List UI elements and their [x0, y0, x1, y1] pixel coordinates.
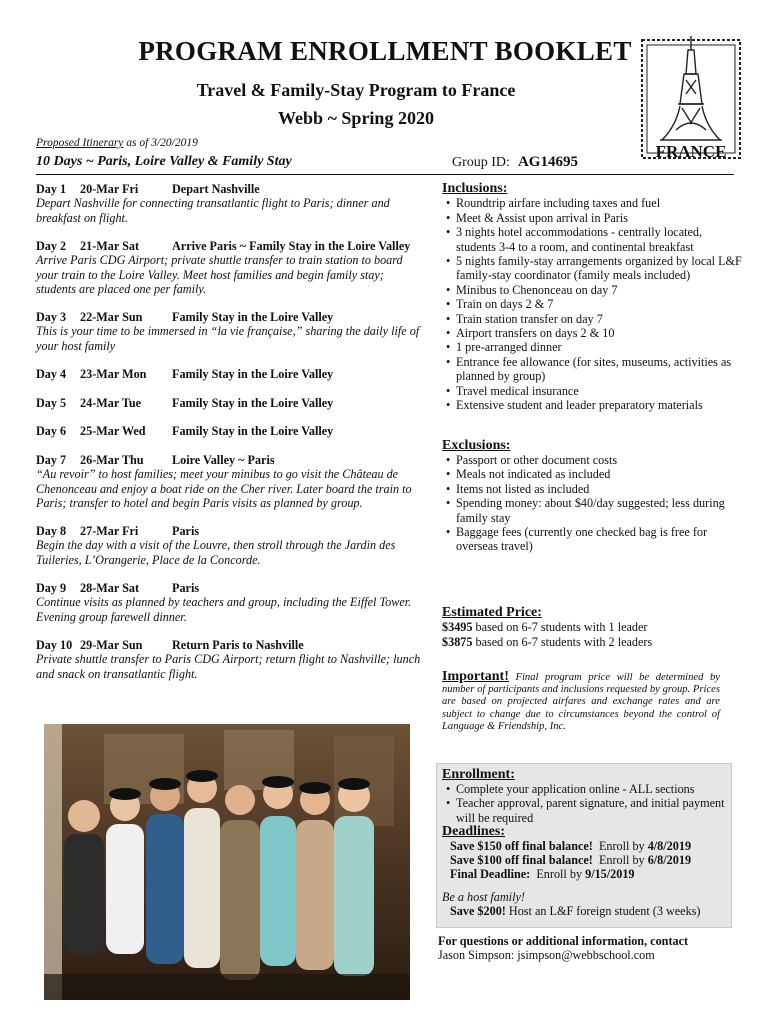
list-item: • Extensive student and leader preparatory materials: [442, 398, 742, 412]
contact-heading: For questions or additional information, contact: [438, 934, 689, 948]
deadline-label: Save $100 off final balance!: [450, 853, 593, 868]
list-item: • Airport transfers on days 2 & 10: [442, 326, 742, 340]
host-family-save: Save $200!: [450, 903, 506, 918]
trip-name: 10 Days ~ Paris, Loire Valley & Family Stay: [36, 154, 292, 169]
list-item: • Teacher approval, parent signature, and initial payment will be required: [442, 796, 728, 824]
list-item: • Meals not indicated as included: [442, 467, 742, 481]
host-family-prompt: Be a host family!: [442, 889, 525, 904]
day-number: Day 2: [36, 239, 67, 253]
day-description: “Au revoir” to host families; meet your minibus to go visit the Château de Chenonceau and enjoy a boat ride on the Cher river. Later board the train to Paris; transfer to hotel and begin Paris visits as planned by group.: [36, 467, 412, 511]
itinerary-day: [36, 396, 426, 410]
list-item: • Train station transfer on day 7: [442, 312, 742, 326]
day-number: Day 8: [36, 524, 67, 538]
day-number: Day 9: [36, 581, 67, 595]
day-title: Depart Nashville: [172, 182, 260, 196]
enrollment-heading: Enrollment:: [442, 767, 515, 782]
day-title: Arrive Paris ~ Family Stay in the Loire Valley: [172, 239, 411, 253]
day-date: 25-Mar Wed: [80, 424, 146, 438]
list-item: • Meet & Assist upon arrival in Paris: [442, 211, 742, 225]
deadline-date: 9/15/2019: [585, 867, 635, 882]
program-details: [442, 182, 742, 733]
list-item: • Baggage fees (currently one checked bag is free for overseas travel): [442, 525, 742, 554]
deadline-label: Final Deadline:: [450, 867, 531, 882]
program-subtitle: Travel & Family-Stay Program to France: [196, 80, 516, 100]
day-description: Depart Nashville for connecting transatlantic flight to Paris; dinner and breakfast on flight.: [36, 196, 390, 225]
day-date: 23-Mar Mon: [80, 367, 147, 381]
itinerary-day: [36, 367, 426, 381]
deadline-text: Enroll by: [536, 867, 583, 882]
day-title: Loire Valley ~ Paris: [172, 453, 275, 467]
price-section: [442, 606, 742, 649]
itinerary-day: [36, 310, 426, 353]
host-family-text: Host an L&F foreign student (3 weeks): [508, 903, 701, 918]
deadlines-heading: Deadlines:: [442, 823, 505, 839]
day-number: Day 10: [36, 638, 73, 652]
deadline-date: 4/8/2019: [647, 839, 692, 854]
price-amount: $3875: [442, 634, 473, 649]
day-description: Arrive Paris CDG Airport; private shuttle transfer to train station to board your train to the Loire Valley. Meet host families and begin family stay; students are placed one per family.: [36, 253, 403, 297]
enrollment-section: [442, 768, 728, 918]
itinerary-day: [36, 453, 426, 511]
day-date: 27-Mar Fri: [80, 524, 139, 538]
important-text: Final program price will be determined by number of participants and inclusions requested by group. Prices are based on projected airfares and exchange rates and are subject to change due to circumstances beyond the control of Language & Friendship, Inc.: [442, 671, 720, 732]
deadline-date: 6/8/2019: [647, 853, 692, 868]
price-heading: Estimated Price:: [442, 604, 542, 620]
list-item: • Minibus to Chenonceau on day 7: [442, 283, 742, 297]
day-description: Continue visits as planned by teachers and group, including the Eiffel Tower. Evening group farewell dinner.: [36, 595, 412, 624]
group-id: [452, 154, 578, 171]
proposed-date: as of 3/20/2019: [126, 137, 198, 149]
deadline-row: [442, 867, 728, 881]
day-number: Day 4: [36, 367, 67, 381]
day-description: Private shuttle transfer to Paris CDG Airport; return flight to Nashville; lunch and snack on transatlantic flight.: [36, 652, 421, 681]
important-section: [442, 668, 720, 733]
important-heading: Important!: [442, 668, 509, 684]
day-title: Family Stay in the Loire Valley: [172, 396, 334, 410]
list-item: • 1 pre-arranged dinner: [442, 340, 742, 354]
contact-line: Jason Simpson: jsimpson@webbschool.com: [438, 948, 655, 963]
deadline-text: Enroll by: [598, 853, 645, 868]
day-title: Paris: [172, 581, 200, 595]
group-id-value: AG14695: [517, 154, 578, 170]
exclusions-heading: Exclusions:: [442, 437, 511, 453]
day-title: Family Stay in the Loire Valley: [172, 310, 334, 324]
france-stamp-logo: [636, 34, 746, 164]
day-title: Return Paris to Nashville: [172, 638, 304, 652]
group-photo: [44, 724, 410, 1000]
day-date: 20-Mar Fri: [80, 182, 139, 196]
day-description: This is your time to be immersed in “la vie française,” sharing the daily life of your host family: [36, 324, 420, 353]
price-row: [442, 635, 742, 649]
day-number: Day 6: [36, 424, 67, 438]
header-divider: [36, 174, 734, 175]
deadline-row: [442, 853, 728, 867]
itinerary-day: [36, 182, 426, 225]
day-date: 22-Mar Sun: [80, 310, 143, 324]
deadline-label: Save $150 off final balance!: [450, 839, 593, 854]
list-item: • Spending money: about $40/day suggested; less during family stay: [442, 496, 742, 525]
exclusions-list: [442, 453, 742, 554]
day-number: Day 7: [36, 453, 67, 467]
group-id-label: Group ID:: [452, 155, 510, 170]
day-number: Day 1: [36, 182, 67, 196]
list-item: • Items not listed as included: [442, 482, 742, 496]
itinerary-day: [36, 424, 426, 438]
school-line: Webb ~ Spring 2020: [278, 108, 434, 128]
itinerary-day: [36, 239, 426, 297]
day-date: 28-Mar Sat: [80, 581, 140, 595]
exclusions-section: [442, 439, 742, 554]
deadline-row: [442, 839, 728, 853]
list-item: • Train on days 2 & 7: [442, 297, 742, 311]
price-amount: $3495: [442, 620, 473, 635]
price-row: [442, 620, 742, 634]
inclusions-section: [442, 182, 742, 413]
day-title: Family Stay in the Loire Valley: [172, 367, 334, 381]
itinerary-day: [36, 638, 426, 681]
list-item: • 3 nights hotel accommodations - centrally located, students 3-4 to a room, and continental breakfast: [442, 225, 742, 254]
itinerary-day: [36, 581, 426, 624]
day-number: Day 5: [36, 396, 67, 410]
enrollment-list: [442, 782, 728, 825]
day-date: 21-Mar Sat: [80, 239, 140, 253]
day-date: 24-Mar Tue: [80, 396, 142, 410]
day-date: 29-Mar Sun: [80, 638, 143, 652]
day-number: Day 3: [36, 310, 67, 324]
booklet-title: PROGRAM ENROLLMENT BOOKLET: [138, 36, 632, 66]
price-text: based on 6-7 students with 1 leader: [475, 620, 648, 635]
list-item: • 5 nights family-stay arrangements organized by local L&F family-stay coordinator (family meals included): [442, 254, 742, 283]
host-family-offer: [442, 904, 728, 918]
contact-section: [438, 934, 738, 963]
itinerary-day: [36, 524, 426, 567]
list-item: • Complete your application online - ALL sections: [442, 782, 728, 796]
day-title: Family Stay in the Loire Valley: [172, 424, 334, 438]
list-item: • Roundtrip airfare including taxes and fuel: [442, 196, 742, 210]
inclusions-heading: Inclusions:: [442, 181, 508, 196]
list-item: • Entrance fee allowance (for sites, museums, activities as planned by group): [442, 355, 742, 384]
eiffel-tower-icon: [636, 34, 746, 164]
proposed-label: Proposed Itinerary: [36, 137, 124, 149]
price-text: based on 6-7 students with 2 leaders: [475, 634, 653, 649]
stamp-label: FRANCE: [655, 142, 727, 161]
list-item: • Travel medical insurance: [442, 384, 742, 398]
inclusions-list: [442, 196, 742, 412]
day-title: Paris: [172, 524, 200, 538]
day-date: 26-Mar Thu: [80, 453, 144, 467]
deadline-text: Enroll by: [598, 839, 645, 854]
list-item: • Passport or other document costs: [442, 453, 742, 467]
day-description: Begin the day with a visit of the Louvre, then stroll through the Jardin des Tuileries, L’Orangerie, Place de la Concorde.: [36, 538, 396, 567]
proposed-itinerary-line: [36, 137, 198, 149]
